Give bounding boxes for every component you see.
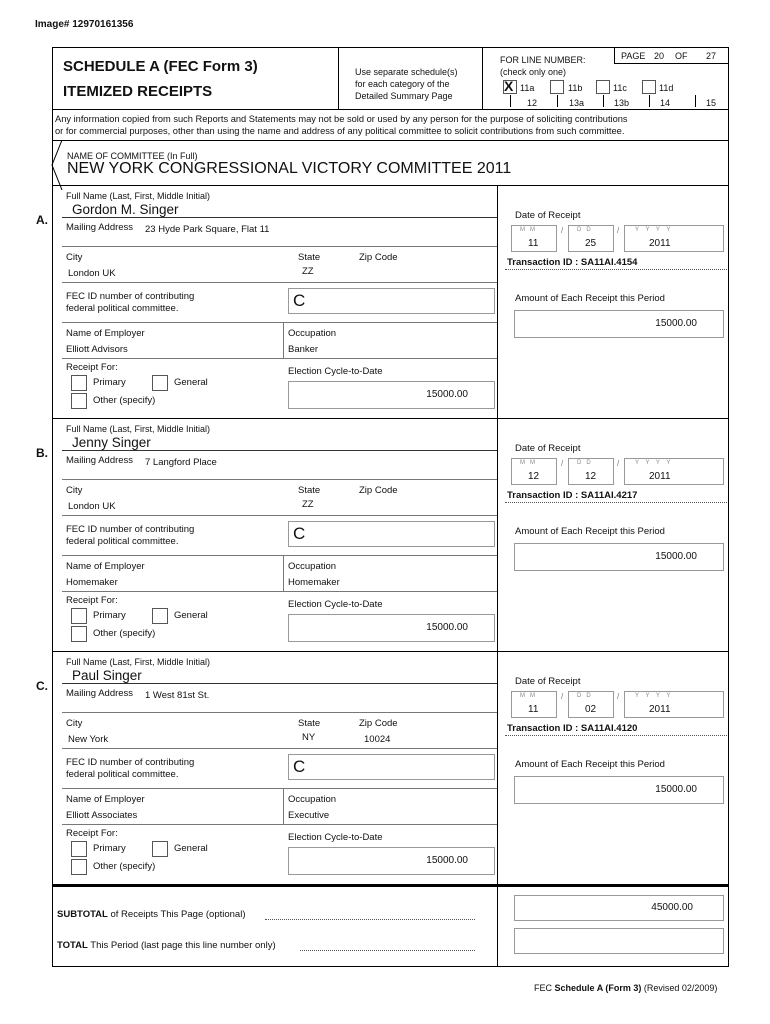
cycle-to-date-value: 15000.00 xyxy=(426,389,468,400)
transaction-id: Transaction ID : SA11AI.4154 xyxy=(507,257,638,268)
subtotal-dots xyxy=(265,919,475,920)
fec-id-label-2: federal political committee. xyxy=(66,769,179,780)
general-checkbox[interactable] xyxy=(152,841,168,857)
fec-id-value: C xyxy=(293,524,306,543)
fec-id-field[interactable] xyxy=(288,754,495,780)
address-underline xyxy=(62,479,497,480)
employer-value[interactable]: Homemaker xyxy=(66,577,118,588)
employer-label: Name of Employer xyxy=(66,328,145,339)
year-field[interactable]: Y Y Y Y 2011 xyxy=(624,691,724,718)
contributor-name[interactable]: Jenny Singer xyxy=(72,435,151,450)
day-value: 12 xyxy=(585,471,597,482)
committee-name: NEW YORK CONGRESSIONAL VICTORY COMMITTEE 2011 xyxy=(67,160,512,177)
totals-top-line xyxy=(52,885,729,887)
other-checkbox[interactable] xyxy=(71,393,87,409)
general-label: General xyxy=(174,843,208,854)
receipt-for-label: Receipt For: xyxy=(66,828,118,839)
state-value[interactable]: NY xyxy=(302,732,316,743)
page-number: 20 xyxy=(654,51,665,61)
for-line-number-label: FOR LINE NUMBER: xyxy=(500,55,586,65)
general-label: General xyxy=(174,610,208,621)
city-label: City xyxy=(66,485,83,496)
header-divider-1 xyxy=(338,47,339,109)
city-underline xyxy=(62,748,497,749)
total-dots xyxy=(300,950,475,951)
transaction-id: Transaction ID : SA11AI.4217 xyxy=(507,490,638,501)
use-separate-text: Use separate schedule(s) xyxy=(355,67,458,77)
occupation-divider xyxy=(283,323,284,359)
for-each-text: for each category of the xyxy=(355,79,450,89)
occupation-value[interactable]: Homemaker xyxy=(288,577,340,588)
city-value[interactable]: New York xyxy=(68,734,109,745)
year-value: 2011 xyxy=(649,471,671,482)
general-checkbox[interactable] xyxy=(152,375,168,391)
footer: FEC Schedule A (Form 3) (Revised 02/2009) xyxy=(534,983,718,993)
schedule-title: SCHEDULE A (FEC Form 3) xyxy=(63,58,258,75)
entry-letter: B. xyxy=(36,446,48,460)
mailing-address-label: Mailing Address xyxy=(66,455,134,466)
city-value[interactable]: London UK xyxy=(68,501,116,512)
line-12-label: 12 xyxy=(527,98,538,108)
occupation-label: Occupation xyxy=(288,328,337,339)
mailing-address[interactable]: 1 West 81st St. xyxy=(145,690,210,701)
date-slash-2: / xyxy=(617,692,620,701)
primary-checkbox[interactable] xyxy=(71,841,87,857)
occupation-value[interactable]: Banker xyxy=(288,344,319,355)
occupation-value[interactable]: Executive xyxy=(288,810,330,821)
total-amount-box[interactable] xyxy=(514,928,724,954)
general-label: General xyxy=(174,377,208,388)
of-label: OF xyxy=(675,51,688,61)
transaction-underline xyxy=(505,502,727,503)
subtotal-amount: 45000.00 xyxy=(651,902,693,913)
fec-id-value: C xyxy=(293,757,306,776)
subtotal-label: SUBTOTAL of Receipts This Page (optional) xyxy=(57,909,246,920)
line-12-tick xyxy=(510,95,511,107)
other-label: Other (specify) xyxy=(93,628,156,639)
zip-label: Zip Code xyxy=(359,485,398,496)
zip-value[interactable]: 10024 xyxy=(364,734,391,745)
employer-underline xyxy=(62,358,497,359)
fec-id-label-1: FEC ID number of contributing xyxy=(66,757,195,768)
address-underline xyxy=(62,712,497,713)
state-label: State xyxy=(298,485,321,496)
subtotal-amount-box[interactable] xyxy=(514,895,724,921)
entry-divider xyxy=(497,419,498,652)
disclaimer-line-2: or for commercial purposes, other than using the name and address of any political committee to solicit contributions from such committee. xyxy=(55,126,625,136)
other-label: Other (specify) xyxy=(93,395,156,406)
name-underline xyxy=(62,683,497,684)
cycle-to-date-field[interactable] xyxy=(288,381,495,409)
transaction-underline xyxy=(505,269,727,270)
total-label: TOTAL This Period (last page this line number only) xyxy=(57,940,276,951)
bottom-border xyxy=(52,966,729,967)
day-field[interactable]: D D 12 xyxy=(568,458,614,485)
fec-id-value: C xyxy=(293,291,306,310)
line-15-label: 15 xyxy=(706,98,717,108)
date-of-receipt-label: Date of Receipt xyxy=(515,210,581,221)
primary-label: Primary xyxy=(93,377,126,388)
line-13b-label: 13b xyxy=(614,98,630,108)
full-name-label: Full Name (Last, First, Middle Initial) xyxy=(66,191,211,201)
totals-divider xyxy=(497,885,498,967)
line-11c-label: 11c xyxy=(613,83,627,93)
header-bottom-line xyxy=(52,109,729,110)
day-value: 25 xyxy=(585,238,597,249)
line-13a-tick xyxy=(557,95,558,107)
month-value: 11 xyxy=(528,704,539,715)
date-slash-1: / xyxy=(561,692,564,701)
employer-value[interactable]: Elliott Advisors xyxy=(66,344,128,355)
year-field[interactable]: Y Y Y Y 2011 xyxy=(624,458,724,485)
state-label: State xyxy=(298,718,321,729)
line-11c-checkbox[interactable] xyxy=(596,80,610,94)
mailing-address[interactable]: 7 Langford Place xyxy=(145,457,217,468)
address-underline xyxy=(62,246,497,247)
cycle-to-date-value: 15000.00 xyxy=(426,622,468,633)
name-underline xyxy=(62,217,497,218)
full-name-label: Full Name (Last, First, Middle Initial) xyxy=(66,657,211,667)
zip-label: Zip Code xyxy=(359,718,398,729)
cycle-to-date-label: Election Cycle-to-Date xyxy=(288,599,383,610)
mailing-address[interactable]: 23 Hyde Park Square, Flat 11 xyxy=(145,224,270,235)
city-underline xyxy=(62,515,497,516)
cycle-to-date-field[interactable] xyxy=(288,847,495,875)
state-value[interactable]: ZZ xyxy=(302,266,314,277)
city-label: City xyxy=(66,718,83,729)
employer-value[interactable]: Elliott Associates xyxy=(66,810,138,821)
amount-field[interactable] xyxy=(514,543,724,571)
mailing-address-label: Mailing Address xyxy=(66,688,134,699)
transaction-id: Transaction ID : SA11AI.4120 xyxy=(507,723,638,734)
employer-underline xyxy=(62,824,497,825)
fec-underline xyxy=(62,555,497,556)
state-label: State xyxy=(298,252,321,263)
other-label: Other (specify) xyxy=(93,861,156,872)
fec-underline xyxy=(62,322,497,323)
cycle-to-date-field[interactable] xyxy=(288,614,495,642)
other-checkbox[interactable] xyxy=(71,626,87,642)
fec-id-label-1: FEC ID number of contributing xyxy=(66,524,195,535)
entry-divider xyxy=(497,186,498,419)
name-underline xyxy=(62,450,497,451)
header-divider-2 xyxy=(482,47,483,109)
line-14-tick xyxy=(649,95,650,107)
receipt-for-label: Receipt For: xyxy=(66,362,118,373)
receipt-entry xyxy=(0,186,770,419)
line-11d-label: 11d xyxy=(659,83,674,93)
check-only-one-label: (check only one) xyxy=(500,67,567,77)
checked-mark: X xyxy=(504,78,514,94)
day-value: 02 xyxy=(585,704,597,715)
zip-label: Zip Code xyxy=(359,252,398,263)
month-field[interactable]: M M 11 xyxy=(511,691,557,718)
occupation-divider xyxy=(283,789,284,825)
month-field[interactable]: M M 12 xyxy=(511,458,557,485)
month-value: 11 xyxy=(528,238,539,249)
year-value: 2011 xyxy=(649,238,671,249)
amount-label: Amount of Each Receipt this Period xyxy=(515,759,665,770)
receipt-entry xyxy=(0,652,770,885)
line-11b-label: 11b xyxy=(568,83,583,93)
primary-checkbox[interactable] xyxy=(71,375,87,391)
entry-letter: A. xyxy=(36,213,48,227)
amount-field[interactable] xyxy=(514,310,724,338)
line-13a-label: 13a xyxy=(569,98,585,108)
committee-name-label: NAME OF COMMITTEE (In Full) xyxy=(67,151,198,161)
image-id: Image# 12970161356 xyxy=(35,19,134,30)
transaction-underline xyxy=(505,735,727,736)
line-15-tick xyxy=(695,95,696,107)
committee-bracket xyxy=(40,140,70,190)
fec-id-field[interactable] xyxy=(288,288,495,314)
contributor-name[interactable]: Paul Singer xyxy=(72,668,142,683)
occupation-label: Occupation xyxy=(288,794,337,805)
cycle-to-date-label: Election Cycle-to-Date xyxy=(288,366,383,377)
date-slash-1: / xyxy=(561,226,564,235)
amount-field[interactable] xyxy=(514,776,724,804)
amount-value: 15000.00 xyxy=(655,784,697,795)
date-of-receipt-label: Date of Receipt xyxy=(515,443,581,454)
state-value[interactable]: ZZ xyxy=(302,499,314,510)
fec-id-label-2: federal political committee. xyxy=(66,303,179,314)
city-underline xyxy=(62,282,497,283)
date-slash-2: / xyxy=(617,226,620,235)
month-value: 12 xyxy=(528,471,540,482)
occupation-divider xyxy=(283,556,284,592)
cycle-to-date-label: Election Cycle-to-Date xyxy=(288,832,383,843)
amount-label: Amount of Each Receipt this Period xyxy=(515,526,665,537)
day-field[interactable]: D D 25 xyxy=(568,225,614,252)
fec-id-field[interactable] xyxy=(288,521,495,547)
receipt-entry xyxy=(0,419,770,652)
occupation-label: Occupation xyxy=(288,561,337,572)
date-slash-1: / xyxy=(561,459,564,468)
entry-divider xyxy=(497,652,498,885)
year-value: 2011 xyxy=(649,704,671,715)
primary-checkbox[interactable] xyxy=(71,608,87,624)
mailing-address-label: Mailing Address xyxy=(66,222,134,233)
entry-letter: C. xyxy=(36,679,48,693)
primary-label: Primary xyxy=(93,610,126,621)
contributor-name[interactable]: Gordon M. Singer xyxy=(72,202,179,217)
line-14-label: 14 xyxy=(660,98,671,108)
disclaimer-bottom-line xyxy=(52,140,729,141)
fec-id-label-1: FEC ID number of contributing xyxy=(66,291,195,302)
full-name-label: Full Name (Last, First, Middle Initial) xyxy=(66,424,211,434)
line-13b-tick xyxy=(603,95,604,107)
fec-underline xyxy=(62,788,497,789)
disclaimer-line-1: Any information copied from such Reports and Statements may not be sold or used by any person for the purpose of soliciting contributions xyxy=(55,114,628,124)
line-11d-checkbox[interactable] xyxy=(642,80,656,94)
amount-label: Amount of Each Receipt this Period xyxy=(515,293,665,304)
detailed-summary-text: Detailed Summary Page xyxy=(355,91,453,101)
day-field[interactable]: D D 02 xyxy=(568,691,614,718)
employer-label: Name of Employer xyxy=(66,561,145,572)
line-11a-label: 11a xyxy=(520,83,535,93)
itemized-receipts-title: ITEMIZED RECEIPTS xyxy=(63,83,213,100)
employer-label: Name of Employer xyxy=(66,794,145,805)
general-checkbox[interactable] xyxy=(152,608,168,624)
date-of-receipt-label: Date of Receipt xyxy=(515,676,581,687)
primary-label: Primary xyxy=(93,843,126,854)
month-field[interactable]: M M 11 xyxy=(511,225,557,252)
amount-value: 15000.00 xyxy=(655,551,697,562)
fec-id-label-2: federal political committee. xyxy=(66,536,179,547)
employer-underline xyxy=(62,591,497,592)
cycle-to-date-value: 15000.00 xyxy=(426,855,468,866)
amount-value: 15000.00 xyxy=(655,318,697,329)
city-value[interactable]: London UK xyxy=(68,268,116,279)
year-field[interactable]: Y Y Y Y 2011 xyxy=(624,225,724,252)
other-checkbox[interactable] xyxy=(71,859,87,875)
date-slash-2: / xyxy=(617,459,620,468)
page-label: PAGE xyxy=(621,51,646,61)
city-label: City xyxy=(66,252,83,263)
line-11b-checkbox[interactable] xyxy=(550,80,564,94)
receipt-for-label: Receipt For: xyxy=(66,595,118,606)
page-total: 27 xyxy=(706,51,717,61)
